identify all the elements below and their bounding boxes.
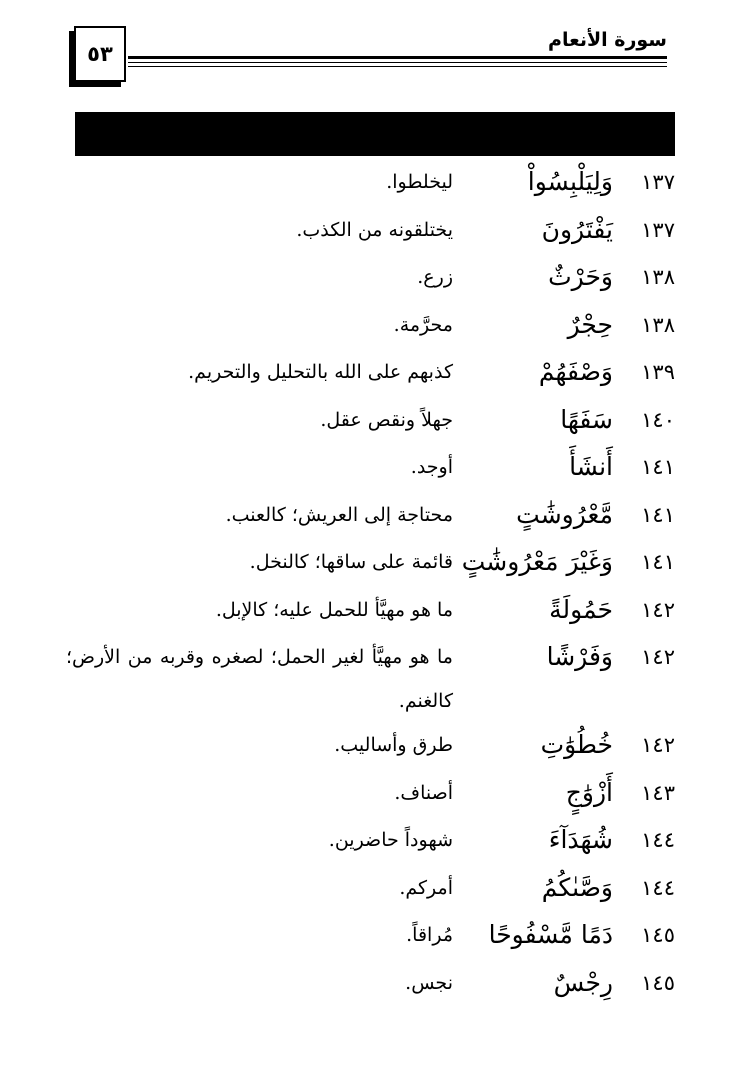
- verse-number: ١٤١: [641, 455, 675, 479]
- word-meaning: محرَّمة.: [393, 313, 453, 336]
- glossary-entry: [60, 866, 675, 914]
- page-number: ٥٣: [74, 26, 126, 82]
- word-meaning: مُراقاً.: [406, 924, 453, 946]
- glossary-entry: [60, 208, 675, 256]
- word-meaning: أوجد.: [410, 456, 453, 478]
- verse-number: ١٤٣: [641, 780, 675, 805]
- glossary-entry: [60, 635, 675, 723]
- glossary-entry: [60, 588, 675, 636]
- quran-word: وَغَيْرَ مَعْرُوشَٰتٍ: [461, 547, 613, 576]
- verse-number: ١٤١: [641, 550, 675, 574]
- verse-number: ١٤٤: [641, 828, 675, 852]
- verse-number: ١٣٧: [641, 217, 675, 242]
- quran-word: وَحَرْثٌ: [548, 262, 613, 291]
- quran-word: أَنشَأَ: [569, 452, 613, 481]
- glossary-entry: [60, 771, 675, 819]
- quran-word: وَفَرْشًا: [546, 642, 613, 671]
- quran-word: رِجْسٌ: [553, 967, 613, 997]
- section-header-bar: [75, 112, 675, 156]
- glossary-entry: [60, 818, 675, 866]
- page-header: [74, 26, 667, 86]
- glossary-entry: [60, 255, 675, 303]
- verse-number: ١٣٧: [641, 170, 675, 194]
- verse-number: ١٣٨: [641, 265, 675, 289]
- word-meaning: يختلقونه من الكذب.: [296, 218, 453, 241]
- quran-word: سَفَهًا: [560, 404, 613, 434]
- glossary-entry: [60, 913, 675, 961]
- glossary-list: [60, 160, 675, 1008]
- glossary-entry: [60, 540, 675, 588]
- quran-word: وَصَّىٰكُمُ: [541, 872, 613, 902]
- glossary-entry: [60, 160, 675, 208]
- word-meaning: محتاجة إلى العريش؛ كالعنب.: [225, 503, 453, 526]
- quran-word: شُهَدَآءَ: [548, 825, 613, 854]
- verse-number: ١٤٥: [641, 923, 675, 947]
- word-meaning: أمركم.: [399, 876, 453, 899]
- header-rule: [128, 66, 667, 67]
- verse-number: ١٤٢: [641, 645, 675, 669]
- glossary-entry: [60, 303, 675, 351]
- quran-word: حِجْرٌ: [567, 309, 613, 339]
- glossary-entry: [60, 723, 675, 771]
- glossary-entry: [60, 445, 675, 493]
- word-meaning: شهوداً حاضرين.: [328, 829, 453, 851]
- header-rule: [128, 56, 667, 59]
- word-meaning: ما هو مهيَّأ لغير الحمل؛ لصغره وقربه من الأرض؛ كالغنم.: [66, 646, 453, 712]
- header-rule: [128, 62, 667, 63]
- word-meaning: زرع.: [417, 266, 453, 288]
- glossary-entry: [60, 398, 675, 446]
- verse-number: ١٤١: [641, 502, 675, 527]
- word-meaning: ما هو مهيَّأ للحمل عليه؛ كالإبل.: [215, 598, 453, 621]
- verse-number: ١٤٥: [641, 970, 675, 995]
- quran-word: مَّعْرُوشَٰتٍ: [516, 499, 613, 529]
- quran-word: حَمُولَةً: [549, 594, 613, 624]
- quran-word: يَفْتَرُونَ: [541, 214, 613, 244]
- quran-word: أَزْوَٰجٍ: [565, 777, 613, 807]
- glossary-entry: [60, 350, 675, 398]
- verse-number: ١٤٢: [641, 597, 675, 622]
- word-meaning: طرق وأساليب.: [334, 734, 453, 756]
- verse-number: ١٤٢: [641, 733, 675, 757]
- quran-word: وَصْفَهُمْ: [538, 357, 613, 386]
- verse-number: ١٣٨: [641, 312, 675, 337]
- surah-title: سورة الأنعام: [548, 29, 667, 51]
- word-meaning: جهلاً ونقص عقل.: [320, 408, 453, 431]
- verse-number: ١٤٠: [641, 407, 675, 432]
- glossary-entry: [60, 961, 675, 1009]
- quran-word: وَلِيَلْبِسُواْ: [527, 167, 613, 196]
- quran-word: دَمًا مَّسْفُوحًا: [488, 920, 613, 949]
- word-meaning: كذبهم على الله بالتحليل والتحريم.: [188, 361, 453, 383]
- verse-number: ١٤٤: [641, 875, 675, 900]
- verse-number: ١٣٩: [641, 360, 675, 384]
- quran-word: خُطُوَٰتِ: [540, 730, 613, 759]
- word-meaning: ليخلطوا.: [386, 171, 453, 193]
- glossary-entry: [60, 493, 675, 541]
- word-meaning: نجس.: [405, 971, 453, 994]
- word-meaning: قائمة على ساقها؛ كالنخل.: [249, 551, 453, 573]
- word-meaning: أصناف.: [394, 781, 453, 804]
